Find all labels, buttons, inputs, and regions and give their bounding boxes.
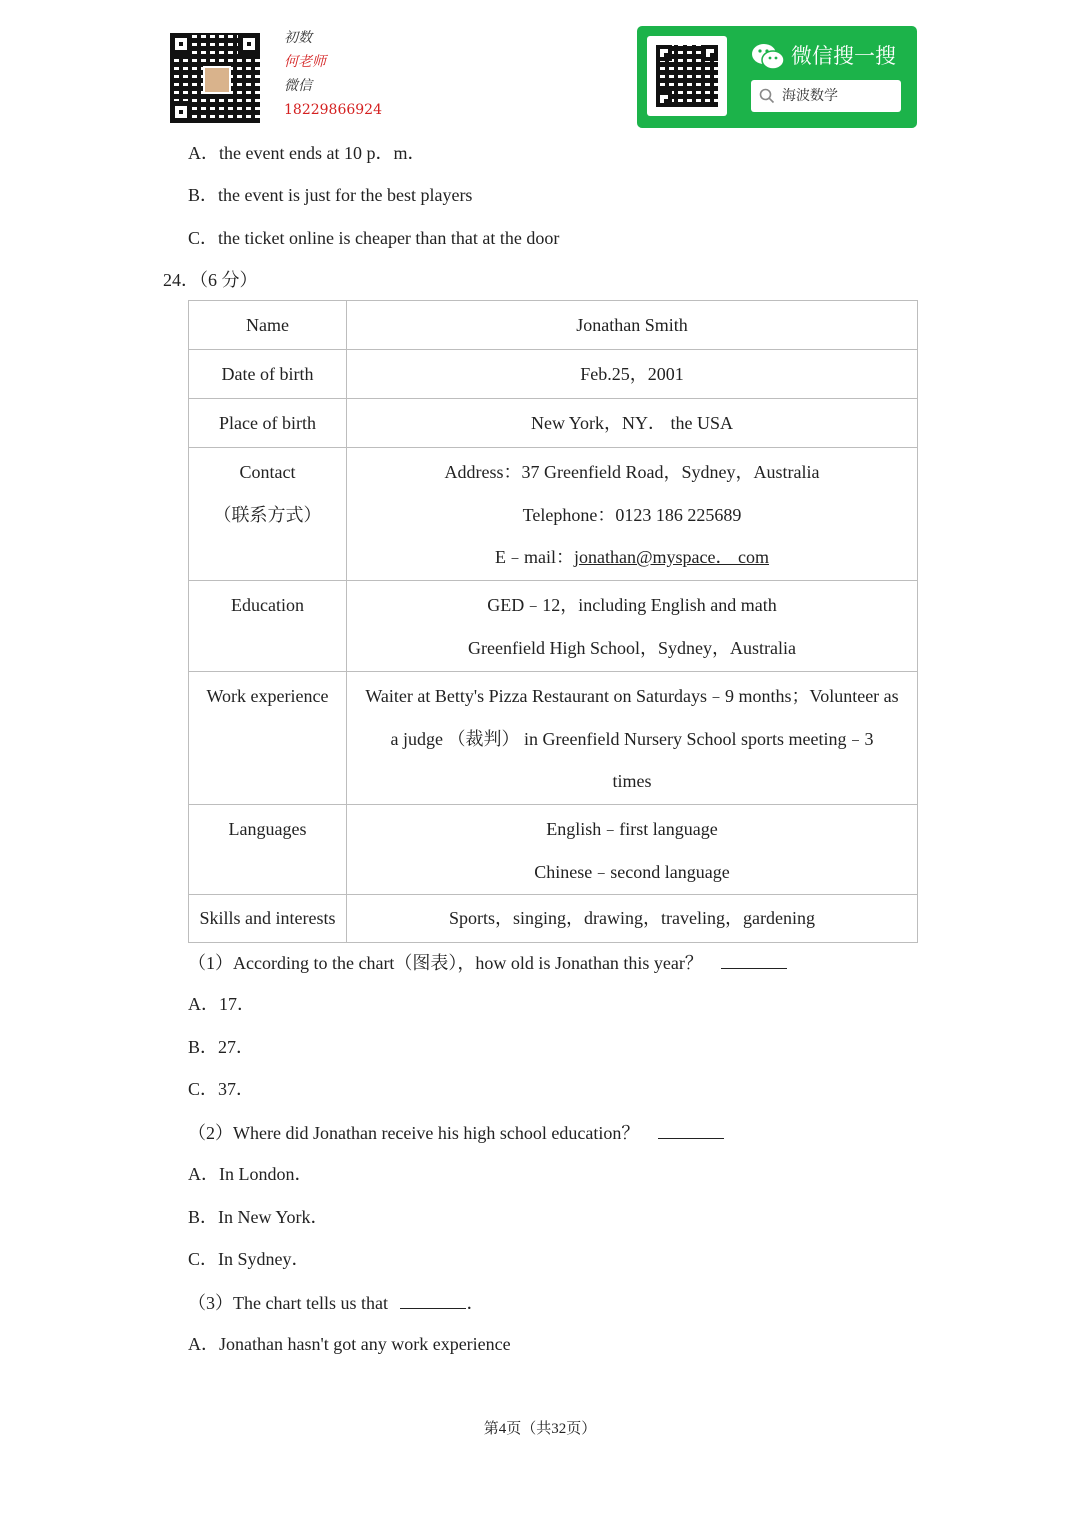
sq1-option-c: C．37． [188,1079,255,1099]
value-text: a judge （裁判） in Greenfield Nursery School sports meeting﹣3 [390,728,874,749]
key-text: Education [231,595,304,615]
key-text: Skills and interests [199,908,336,928]
sub-question-1 [188,950,787,975]
prev-option-a: A．the event ends at 10 p．m． [188,143,426,163]
search-box[interactable] [751,80,901,112]
row-value [347,301,918,350]
table-row [189,448,918,581]
row-value [347,581,918,672]
row-value [347,895,918,943]
value-text: Address：37 Greenfield Road，Sydney，Australia [444,462,820,482]
sq3-option-a: A．Jonathan hasn't got any work experience [188,1334,511,1354]
page-footer: 第4页（共32页） [483,1421,597,1437]
row-key [189,581,347,672]
row-key [189,672,347,805]
header-contact [284,26,382,122]
key-text: Place of birth [219,413,316,433]
resume-table [188,300,918,943]
header-phone: 18229866924 [284,102,382,118]
row-value [347,805,918,895]
sub-question-3-end: ． [466,1293,485,1313]
row-key [189,448,347,581]
row-key [189,350,347,399]
question-number: 24．（6 分） [163,270,258,290]
sq1-option-a: A．17． [188,994,255,1014]
header-label-2: 微信 [284,78,312,94]
table-row [189,301,918,350]
key-text-2: （联系方式） [213,504,322,525]
wechat-search-banner [637,26,917,128]
header-label-1: 初数 [284,30,312,46]
email-label: E﹣mail： [494,547,574,567]
key-text: Contact [239,462,296,482]
sub-question-2-stem: （2）Where did Jonathan receive his high school education？ [188,1123,640,1143]
answer-blank-3[interactable] [400,1290,466,1309]
prev-option-b: B．the event is just for the best players [188,185,473,205]
header-teacher: 何老师 [284,54,326,70]
sq2-option-b: B．In New York． [188,1207,329,1227]
value-text: GED﹣12，including English and math [487,595,777,615]
qr-code-right [656,45,718,107]
value-text: Waiter at Betty's Pizza Restaurant on Saturdays﹣9 months；Volunteer as [365,686,899,706]
row-value [347,399,918,448]
sub-question-3-stem: （3）The chart tells us that [188,1293,388,1313]
row-value [347,672,918,805]
row-key [189,399,347,448]
table-row [189,350,918,399]
email-line [347,536,917,579]
search-icon [759,88,775,104]
answer-blank-1[interactable] [721,950,787,969]
value-text: New York，NY． the USA [530,413,733,433]
key-text: Work experience [206,686,329,706]
key-text: Date of birth [221,364,314,384]
answer-blank-2[interactable] [658,1120,724,1139]
qr-code-left [170,33,260,123]
table-row [189,399,918,448]
row-key [189,895,347,943]
value-text: Chinese﹣second language [534,861,730,882]
table-row [189,581,918,672]
qr-avatar [203,66,231,94]
table-row [189,805,918,895]
row-value [347,448,918,581]
value-text: Telephone：0123 186 225689 [522,504,742,525]
value-text: Feb.25，2001 [580,364,684,384]
search-banner-title: 微信搜一搜 [791,44,896,68]
key-text: Name [246,315,289,335]
prev-option-c: C．the ticket online is cheaper than that at the door [188,228,560,248]
value-text: times [612,771,652,791]
wechat-icon [751,43,785,71]
table-row [189,895,918,943]
row-key [189,805,347,895]
sq2-option-a: A．In London． [188,1164,313,1184]
row-key [189,301,347,350]
sub-question-3 [188,1290,484,1315]
value-text: Greenfield High School，Sydney，Australia [468,637,796,658]
value-text: Jonathan Smith [576,315,688,335]
value-text: English﹣first language [546,819,718,839]
sq2-option-c: C．In Sydney． [188,1249,310,1269]
value-text: Sports，singing，drawing，traveling，gardening [449,908,815,928]
row-value [347,350,918,399]
sub-question-1-stem: （1）According to the chart（图表），how old is Jonathan this year？ [188,953,703,973]
key-text: Languages [228,819,307,839]
sq1-option-b: B．27． [188,1037,255,1057]
search-query: 海波数学 [782,88,838,104]
table-row [189,672,918,805]
sub-question-2 [188,1120,724,1145]
email-link[interactable]: jonathan@myspace． com [573,547,770,567]
